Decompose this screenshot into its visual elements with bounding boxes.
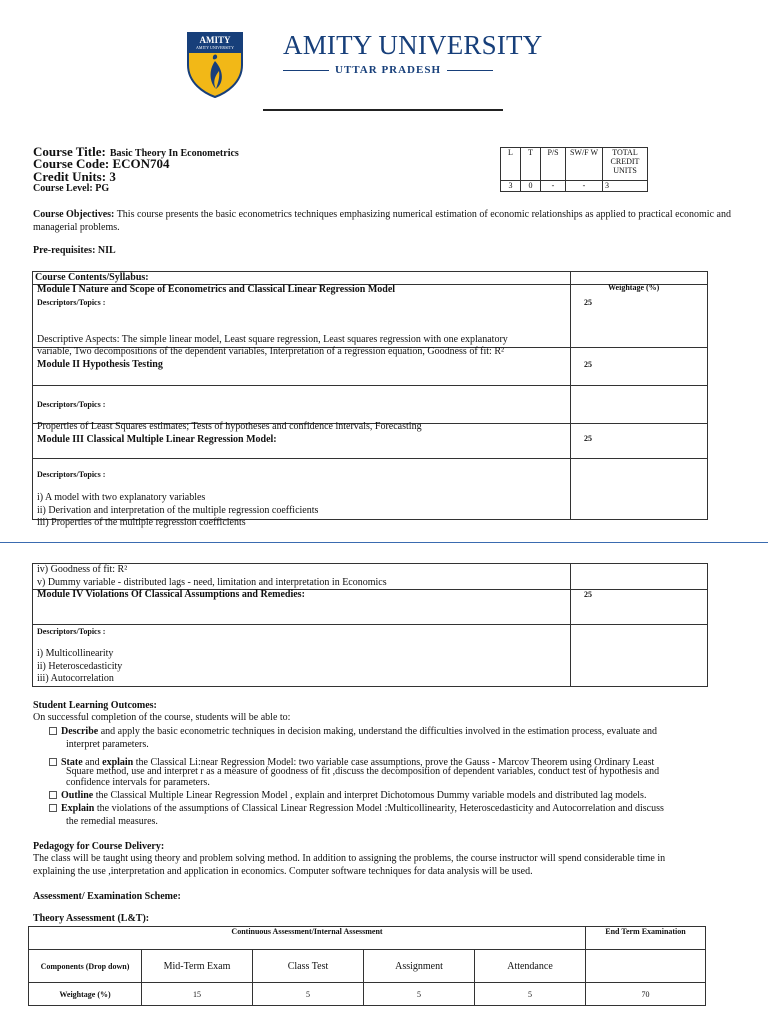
- course-title-value: Basic Theory In Econometrics: [109, 148, 239, 159]
- outcomes-intro: On successful completion of the course, students will be able to:: [33, 712, 291, 723]
- header-t: T: [521, 148, 541, 181]
- checkbox-icon: [49, 791, 57, 799]
- course-level-value: PG: [95, 183, 110, 194]
- weight-cell: 5: [253, 983, 364, 1006]
- module-4-title: Module IV Violations Of Classical Assumptions and Remedies:: [37, 589, 305, 600]
- component-cell: Class Test: [253, 950, 364, 983]
- checkbox-icon: [49, 727, 57, 735]
- weight-cell: 15: [142, 983, 253, 1006]
- module-4-item: iii) Autocorrelation: [37, 673, 114, 684]
- course-code-value: ECON704: [112, 156, 170, 171]
- weightage-header: Weightage (%): [608, 283, 660, 292]
- outcome-text: and apply the basic econometric techniques in decision making, understand the difficulties involved in the estimation process, evaluate and: [100, 726, 658, 737]
- theory-assessment-title: Theory Assessment (L&T):: [33, 913, 150, 924]
- course-level-line: [33, 183, 109, 194]
- component-cell-end: [586, 950, 706, 983]
- outcome-item: [49, 726, 729, 737]
- module-3-title: Module III Classical Multiple Linear Regression Model:: [37, 434, 277, 445]
- module-3-weight: 25: [584, 434, 592, 443]
- outcome-text: the Classical Li:near Regression Model: two variable case assumptions, prove the Gauss - Marcov Theorem using Ordinary Least: [135, 757, 655, 768]
- syllabus-row-line: [32, 624, 708, 625]
- course-code-label: Course Code:: [33, 156, 110, 171]
- module-2-title: Module II Hypothesis Testing: [37, 359, 163, 370]
- checkbox-icon: [49, 758, 57, 766]
- assessment-header-row: [29, 927, 706, 950]
- outcome-text-cont: interpret parameters.: [66, 739, 149, 750]
- weight-cell: 5: [364, 983, 475, 1006]
- outcomes-title: Student Learning Outcomes:: [33, 700, 157, 711]
- module-3-item: iii) Properties of the multiple regression coefficients: [37, 517, 246, 528]
- module-1-title: Module I Nature and Scope of Econometrics and Classical Linear Regression Model: [37, 284, 396, 295]
- credit-units-value: 3: [109, 169, 116, 184]
- value-total: 3: [603, 181, 648, 192]
- module-3-item: v) Dummy variable - distributed lags - need, limitation and interpretation in Economics: [37, 577, 387, 588]
- pedagogy-text: explaining the use ,interpretation and application in economics. Computer software techniques for data analysis will be used.: [33, 866, 533, 877]
- shield-title: AMITY: [199, 35, 231, 45]
- value-swfw: -: [566, 181, 603, 192]
- descriptors-label: Descriptors/Topics :: [37, 470, 106, 479]
- component-cell: Attendance: [475, 950, 586, 983]
- module-1-text-line2: variable, Two decompositions of the dependent variables, Interpretation of a regression equation, Goodness of fit: R²: [37, 346, 504, 357]
- module-1-text-line1: Descriptive Aspects: The simple linear model, Least square regression, Least squares regression with one explanatory: [37, 334, 508, 345]
- university-state: [283, 64, 493, 76]
- outcome-verb: Outline: [61, 790, 94, 801]
- outcome-verb: Explain: [61, 803, 95, 814]
- checkbox-icon: [49, 804, 57, 812]
- value-ps: -: [541, 181, 566, 192]
- course-title-label: Course Title:: [33, 144, 106, 159]
- state-left-rule: [283, 70, 329, 71]
- header-rule: [263, 109, 503, 111]
- weightage-row: [29, 983, 706, 1006]
- module-3-item: ii) Derivation and interpretation of the multiple regression coefficients: [37, 505, 319, 516]
- course-level-label: Course Level:: [33, 183, 93, 194]
- weight-cell: 5: [475, 983, 586, 1006]
- module-2-text: Properties of Least Squares estimates; Tests of hypotheses and confidence intervals, Forecasting: [37, 421, 422, 432]
- objectives-text: This course presents the basic econometrics techniques emphasizing numerical estimation of economic relationships as applied to practical economic and managerial problems.: [33, 209, 731, 233]
- pedagogy-text: The class will be taught using theory and problem solving method. In addition to assigning the problems, the course instructor will spend considerable time in: [33, 853, 666, 864]
- weight-cell: 70: [586, 983, 706, 1006]
- syllabus-row-line: [32, 458, 708, 459]
- module-2-weight: 25: [584, 360, 592, 369]
- university-name: AMITY UNIVERSITY: [283, 30, 543, 60]
- module-4-item: ii) Heteroscedasticity: [37, 661, 123, 672]
- cia-header: Continuous Assessment/Internal Assessment: [29, 927, 586, 950]
- descriptors-label: Descriptors/Topics :: [37, 627, 106, 636]
- credit-value-row: [501, 181, 648, 192]
- outcome-verb: State: [61, 757, 83, 768]
- outcome-verb: explain: [102, 757, 134, 768]
- credit-header-row: [501, 148, 648, 181]
- objectives-label: Course Objectives:: [33, 209, 115, 220]
- credit-units-label: Credit Units:: [33, 169, 107, 184]
- outcome-item: [49, 803, 739, 814]
- component-cell: Mid-Term Exam: [142, 950, 253, 983]
- outcome-item: [49, 790, 729, 801]
- syllabus-title: Course Contents/Syllabus:: [35, 272, 149, 283]
- outcome-verb: Describe: [61, 726, 99, 737]
- descriptors-label: Descriptors/Topics :: [37, 298, 106, 307]
- outcome-connector: and: [85, 757, 100, 768]
- state-right-rule: [447, 70, 493, 71]
- outcome-text: the Classical Multiple Linear Regression Model , explain and interpret Dichotomous Dummy variable models and distributed lag models.: [95, 790, 647, 801]
- syllabus-col-divider: [570, 563, 571, 687]
- header-ps: P/S: [541, 148, 566, 181]
- value-l: 3: [501, 181, 521, 192]
- value-t: 0: [521, 181, 541, 192]
- module-4-item: i) Multicollinearity: [37, 648, 114, 659]
- module-3-item: i) A model with two explanatory variables: [37, 492, 206, 503]
- weightage-label: Weightage (%): [29, 983, 142, 1006]
- header-total: TOTAL CREDIT UNITS: [603, 148, 648, 181]
- outcome-text: the violations of the assumptions of Classical Linear Regression Model :Multicollinearity, Heteroscedasticity and Autocorrelation and discuss: [96, 803, 664, 814]
- pedagogy-title: Pedagogy for Course Delivery:: [33, 841, 165, 852]
- module-4-weight: 25: [584, 590, 592, 599]
- course-objectives: [33, 208, 733, 234]
- module-1-weight: 25: [584, 298, 592, 307]
- components-label: Components (Drop down): [29, 950, 142, 983]
- syllabus-col-divider: [570, 271, 571, 520]
- outcome-text-cont: Square method, use and interpret r as a measure of goodness of fit ,discuss the decomposition of dependent variables, conduct test of hypothesis and: [66, 766, 660, 777]
- assessment-title: Assessment/ Examination Scheme:: [33, 891, 181, 902]
- state-label: UTTAR PRADESH: [335, 64, 442, 76]
- university-logo: [186, 31, 244, 98]
- descriptors-label: Descriptors/Topics :: [37, 400, 106, 409]
- module-3-item: iv) Goodness of fit: R²: [37, 564, 128, 575]
- components-row: [29, 950, 706, 983]
- page-break-line: [0, 542, 768, 543]
- prerequisites: Pre-requisites: NIL: [33, 245, 116, 256]
- header-swfw: SW/F W: [566, 148, 603, 181]
- end-term-header: End Term Examination: [586, 927, 706, 950]
- credit-structure-table: [500, 147, 648, 192]
- assessment-table: [28, 926, 706, 1006]
- syllabus-row-line: [32, 385, 708, 386]
- shield-subtitle: AMITY UNIVERSITY: [196, 45, 234, 50]
- component-cell: Assignment: [364, 950, 475, 983]
- header-l: L: [501, 148, 521, 181]
- syllabus-table: [32, 271, 708, 520]
- outcome-text-cont: the remedial measures.: [66, 816, 158, 827]
- outcome-text-cont: confidence intervals for parameters.: [66, 777, 210, 788]
